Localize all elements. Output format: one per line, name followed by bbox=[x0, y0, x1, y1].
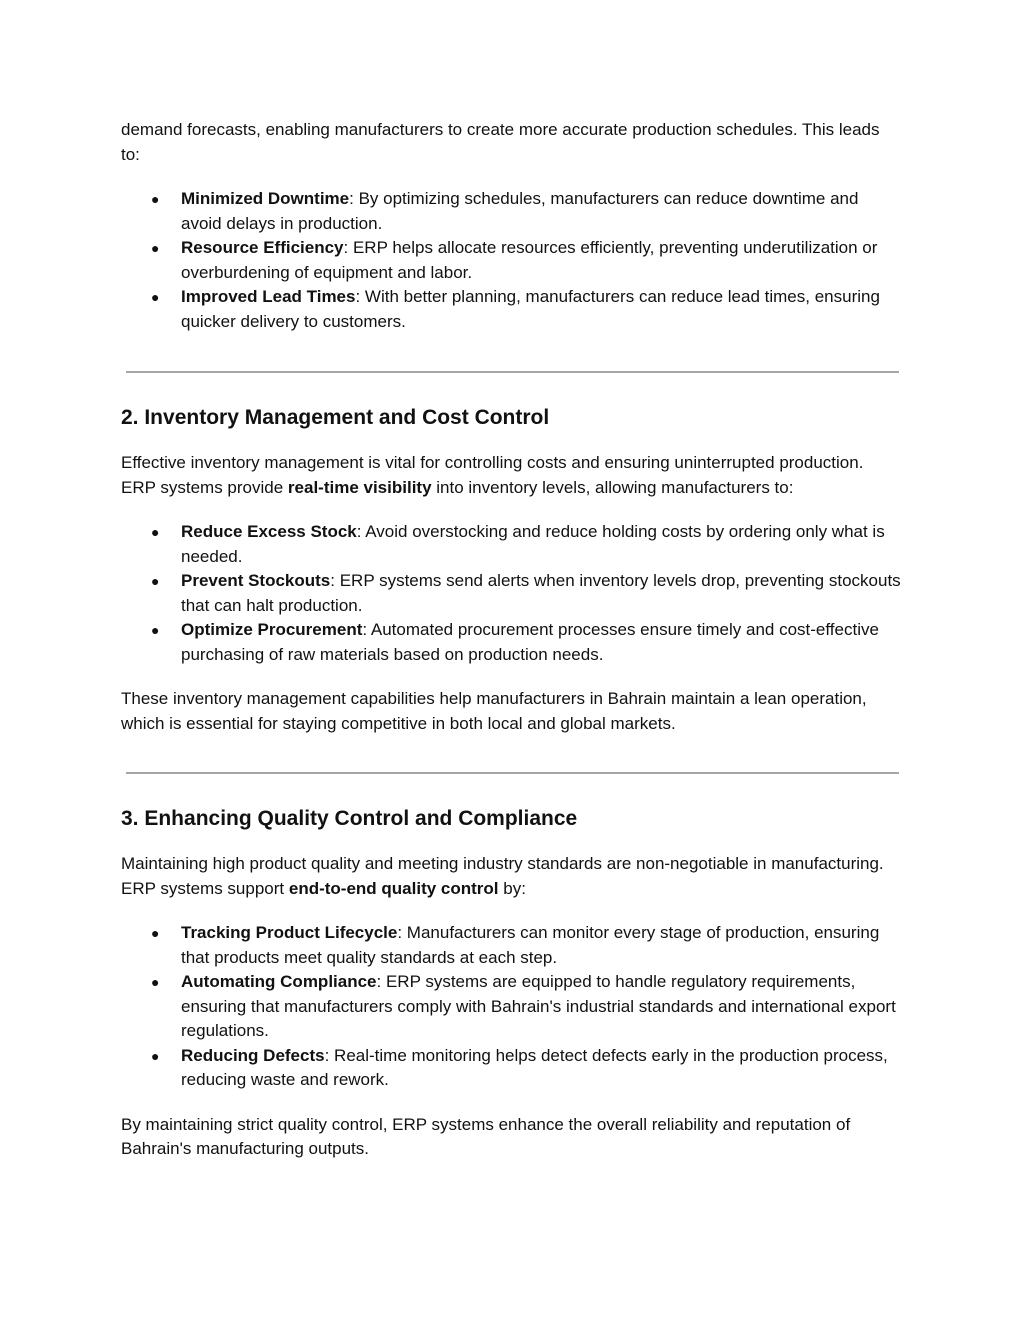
paragraph-text: into inventory levels, allowing manufacturers to: bbox=[431, 477, 794, 497]
list-item bbox=[121, 569, 901, 618]
list-item bbox=[121, 236, 901, 285]
list-item bbox=[121, 285, 901, 334]
bullet-title: Minimized Downtime bbox=[181, 189, 350, 208]
list-item bbox=[121, 187, 901, 236]
bullet-icon: ● bbox=[151, 925, 160, 941]
list-item bbox=[121, 520, 901, 569]
bullet-title: Optimize Procurement bbox=[181, 620, 363, 639]
list-item bbox=[121, 618, 901, 667]
bullet-title: Reducing Defects bbox=[181, 1045, 325, 1065]
bullet-text: : Manufacturers can monitor every stage of production, ensuring that products meet quality standards at each step. bbox=[181, 923, 880, 967]
bullet-icon: ● bbox=[151, 240, 160, 256]
bullet-text: : Avoid overstocking and reduce holding costs by ordering only what is needed. bbox=[181, 522, 885, 566]
section2-bullet-list bbox=[121, 520, 901, 667]
bullet-title: Prevent Stockouts bbox=[181, 571, 331, 590]
intro-paragraph: demand forecasts, enabling manufacturers to create more accurate production schedules. This leads to: bbox=[121, 120, 880, 164]
bullet-icon: ● bbox=[151, 191, 160, 207]
paragraph-emphasis: end-to-end quality control bbox=[288, 878, 499, 898]
bullet-title: Improved Lead Times bbox=[181, 287, 356, 306]
bullet-icon: ● bbox=[151, 524, 160, 540]
bullet-icon: ● bbox=[151, 573, 160, 589]
bullet-text: : Real-time monitoring helps detect defects early in the production process, reducing waste and rework. bbox=[181, 1045, 888, 1089]
bullet-text: : By optimizing schedules, manufacturers can reduce downtime and avoid delays in production. bbox=[181, 189, 859, 233]
bullet-text: : ERP systems send alerts when inventory levels drop, preventing stockouts that can halt production. bbox=[181, 571, 901, 615]
paragraph-text: by: bbox=[498, 878, 526, 898]
bullet-title: Reduce Excess Stock bbox=[181, 522, 357, 541]
list-item bbox=[121, 1044, 901, 1093]
bullet-icon: ● bbox=[151, 289, 160, 305]
bullet-text: : ERP systems are equipped to handle regulatory requirements, ensuring that manufacturers comply with Bahrain's industrial standards and international export regulations. bbox=[181, 972, 896, 1040]
bullet-text: : Automated procurement processes ensure timely and cost-effective purchasing of raw materials based on production needs. bbox=[181, 620, 879, 664]
section-paragraph bbox=[121, 852, 901, 901]
section-closing-paragraph: These inventory management capabilities help manufacturers in Bahrain maintain a lean operation, which is essential for staying competitive in both local and global markets. bbox=[121, 689, 867, 733]
bullet-title: Resource Efficiency bbox=[181, 238, 344, 257]
section-heading: 2. Inventory Management and Cost Control bbox=[121, 406, 550, 429]
paragraph-emphasis: real-time visibility bbox=[287, 477, 432, 497]
bullet-text: : ERP helps allocate resources efficiently, preventing underutilization or overburdening of equipment and labor. bbox=[181, 238, 878, 282]
section-heading: 3. Enhancing Quality Control and Compliance bbox=[121, 807, 578, 830]
bullet-title: Automating Compliance bbox=[181, 972, 377, 991]
paragraph-text: Maintaining high product quality and meeting industry standards are non-negotiable in manufacturing. ERP systems support bbox=[121, 854, 884, 898]
section-paragraph bbox=[121, 451, 901, 500]
list-item bbox=[121, 970, 901, 1044]
intro-bullet-list bbox=[121, 187, 901, 334]
section3-bullet-list bbox=[121, 921, 901, 1093]
bullet-title: Tracking Product Lifecycle bbox=[181, 923, 398, 942]
bullet-text: : With better planning, manufacturers can reduce lead times, ensuring quicker delivery to customers. bbox=[181, 287, 880, 331]
section-closing-paragraph: By maintaining strict quality control, ERP systems enhance the overall reliability and reputation of Bahrain's manufacturing outputs. bbox=[121, 1114, 851, 1158]
bullet-icon: ● bbox=[151, 1047, 160, 1064]
list-item bbox=[121, 921, 901, 970]
document-page bbox=[121, 118, 901, 1162]
bullet-icon: ● bbox=[151, 622, 160, 638]
bullet-icon: ● bbox=[151, 974, 160, 990]
paragraph-text: Effective inventory management is vital for controlling costs and ensuring uninterrupted production. ERP systems provide bbox=[121, 453, 864, 497]
